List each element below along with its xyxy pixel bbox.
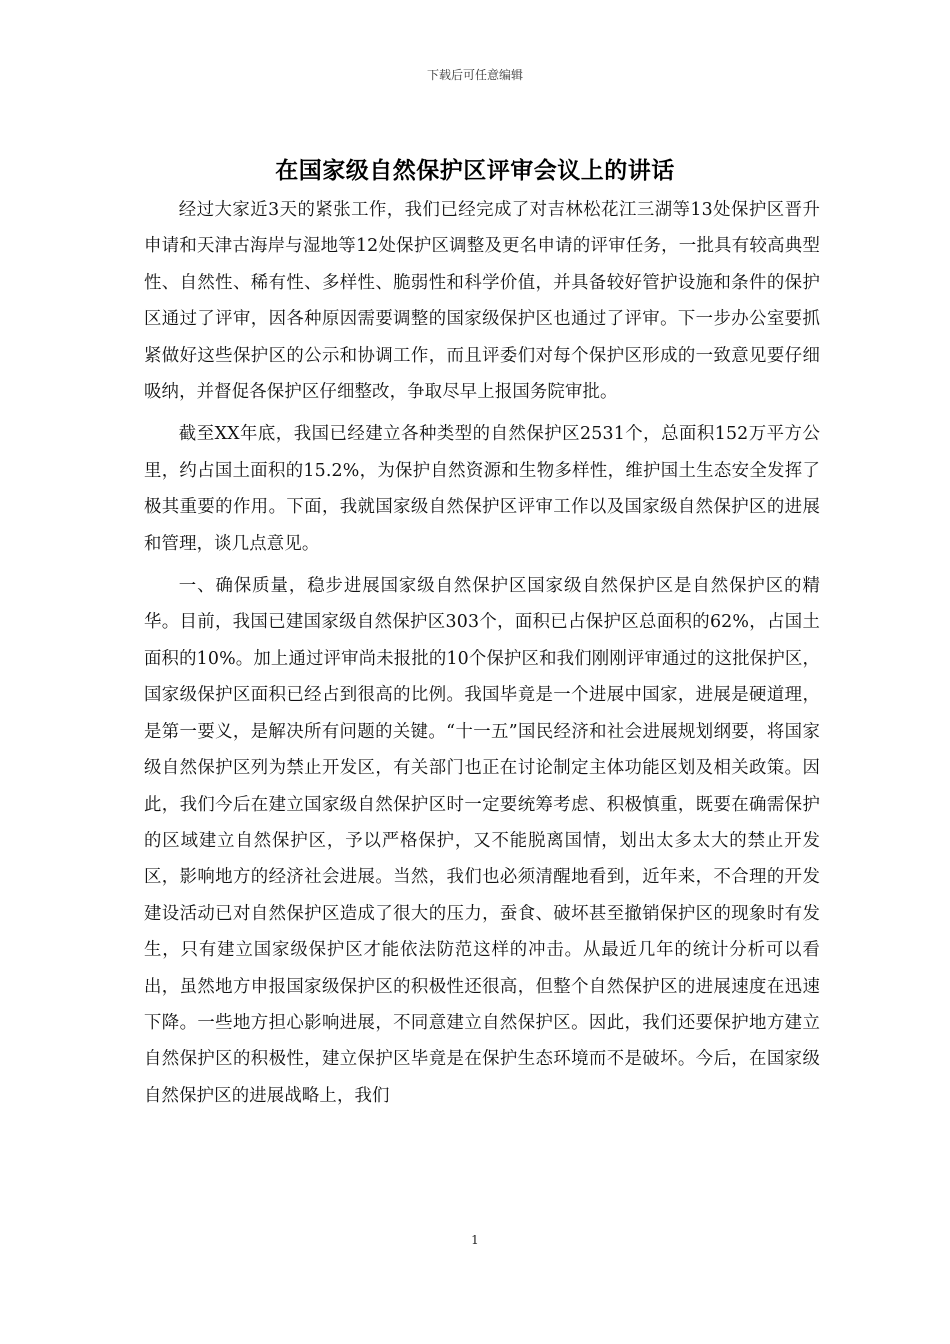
page-number: 1: [471, 1233, 479, 1247]
document-title: 在国家级自然保护区评审会议上的讲话: [275, 158, 675, 184]
body-paragraph: 截至XX年底，我国已经建立各种类型的自然保护区2531个，总面积152万平方公里，约占国土面积的15.2%，为保护自然资源和生物多样性，维护国土生态安全发挥了极其重要的作用。下面，我就国家级自然保护区评审工作以及国家级自然保护区的进展和管理，谈几点意见。: [144, 424, 820, 554]
body-paragraph: 经过大家近3天的紧张工作，我们已经完成了对吉林松花江三湖等13处保护区晋升申请和天津古海岸与湿地等12处保护区调整及更名申请的评审任务，一批具有较高典型性、自然性、稀有性、多样性、脆弱性和科学价值，并具备较好管护设施和条件的保护区通过了评审，因各种原因需要调整的国家级保护区也通过了评审。下一步办公室要抓紧做好这些保护区的公示和协调工作，而且评委们对每个保护区形成的一致意见要仔细吸纳，并督促各保护区仔细整改，争取尽早上报国务院审批。: [144, 200, 820, 403]
header-note: 下载后可任意编辑: [426, 68, 523, 82]
body-paragraph: 一、确保质量，稳步进展国家级自然保护区国家级自然保护区是自然保护区的精华。目前，我国已建国家级自然保护区303个，面积已占保护区总面积的62%，占国土面积的10%。加上通过评审尚未报批的10个保护区和我们刚刚评审通过的这批保护区，国家级保护区面积已经占到很高的比例。我国毕竟是一个进展中国家，进展是硬道理，是第一要义，是解决所有问题的关键。“十一五”国民经济和社会进展规划纲要，将国家级自然保护区列为禁止开发区，有关部门也正在讨论制定主体功能区划及相关政策。因此，我们今后在建立国家级自然保护区时一定要统筹考虑、积极慎重，既要在确需保护的区域建立自然保护区，予以严格保护，又不能脱离国情，划出太多太大的禁止开发区，影响地方的经济社会进展。当然，我们也必须清醒地看到，近年来，不合理的开发建设活动已对自然保护区造成了很大的压力，蚕食、破坏甚至撤销保护区的现象时有发生，只有建立国家级保护区才能依法防范这样的冲击。从最近几年的统计分析可以看出，虽然地方申报国家级保护区的积极性还很高，但整个自然保护区的进展速度在迅速下降。一些地方担心影响进展，不同意建立自然保护区。因此，我们还要保护地方建立自然保护区的积极性，建立保护区毕竟是在保护生态环境而不是破坏。今后，在国家级自然保护区的进展战略上，我们: [144, 576, 820, 1106]
document-body: [144, 192, 820, 1114]
